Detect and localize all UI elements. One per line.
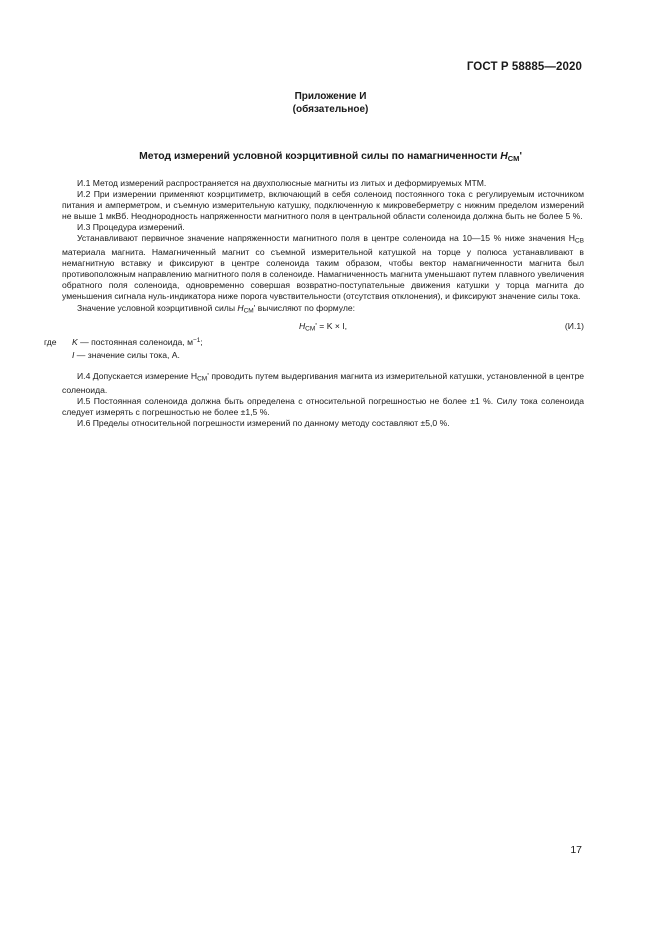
procedure-text-b: материала магнита. Намагниченный магнит со съемной измерительной катушкой на торце у полюса устанавливают в немагнитную вставку и фиксируют в центре соленоида таким образом, чтобы вектор намагниченности магнита был противоположным направлению магнитного поля в соленоиде. Намагниченность магнита уменьшают путем плавного увеличения обратного поля соленоида, одновременно совершая возвратно-поступательные движения катушки у торца магнита до уменьшения сигнала нуль-индикатора ниже порога чувствительности (отсутствия отклонения), и фиксируют значение силы тока. (62, 247, 584, 302)
document-code: ГОСТ Р 58885—2020 (466, 61, 582, 73)
section-title-text: Метод измерений условной коэрцитивной силы по намагниченности (139, 151, 498, 162)
section-title-symbol-prime: ' (519, 151, 522, 162)
definition-i-symbol: I (72, 350, 75, 361)
paragraph-formula-intro (62, 303, 584, 317)
paragraph-i6: И.6 Пределы относительной погрешности измерений по данному методу составляют ±5,0 %. (77, 418, 450, 428)
definition-k-text: — постоянная соленоида, м (77, 337, 193, 348)
annex-title: Приложение И (294, 91, 367, 102)
section-title-symbol: H (500, 151, 508, 162)
spacer (62, 361, 584, 371)
definition-k (72, 337, 203, 348)
formula-intro-b: ' вычисляют по формуле: (253, 302, 356, 313)
procedure-sub: CB (574, 237, 584, 245)
formula-intro-sub: CM (243, 307, 254, 315)
i4-sub: CM (197, 375, 208, 383)
where-label: где (44, 337, 57, 348)
definition-i-text: — значение силы тока, А. (74, 350, 180, 361)
formula-intro-symbol: H (237, 302, 244, 313)
i4-text-a: И.4 Допускается измерение H (77, 371, 198, 382)
procedure-text-a: Устанавливают первичное значение напряженности магнитного поля в центре соленоида на 10—15 % ниже значения H (77, 233, 575, 244)
definition-k-end: ; (200, 337, 203, 348)
formula-rhs: ' = K × I, (315, 321, 348, 332)
section-title-symbol-sub: CM (507, 154, 520, 163)
formula-lhs-sub: CM (305, 325, 316, 333)
page-number: 17 (570, 844, 582, 856)
formula-lhs-symbol: H (298, 321, 306, 332)
definition-i (72, 350, 180, 361)
document-body (44, 178, 585, 429)
annex-heading (0, 91, 661, 116)
i4-text-b: ' проводить путем выдергивания магнита из измерительной катушки, установленной в центре соленоида. (62, 371, 585, 395)
definition-k-sup: −1 (193, 337, 201, 345)
annex-status: (обязательное) (292, 103, 369, 115)
formula-number: (И.1) (564, 321, 584, 332)
section-title (0, 150, 661, 166)
formula-row (62, 317, 584, 337)
formula-intro-a: Значение условной коэрцитивной силы (77, 302, 238, 313)
paragraph-procedure (62, 233, 584, 302)
formula (62, 321, 584, 335)
definitions-list (44, 337, 584, 361)
paragraph-i3: И.3 Процедура измерений. (77, 222, 185, 233)
paragraph-i4 (62, 371, 584, 396)
paragraph-i2: И.2 При измерении применяют коэрцитиметр, включающий в себя соленоид постоянного тока с регулируемым источником питания и амперметром, и съемную измерительную катушку, подключенную к микровеберметру с нижним пределом измерений не выше 1 мкВб. Неоднородность напряженности магнитного поля в центральной области соленоида должна быть не более 5 %. (62, 189, 584, 222)
paragraph-i1: И.1 Метод измерений распространяется на двухполюсные магниты из литых и деформируемых МТМ. (77, 178, 487, 188)
definition-k-symbol: K (72, 337, 78, 348)
paragraph-i5: И.5 Постоянная соленоида должна быть определена с относительной погрешностью не более ±1 %. Силу тока соленоида следует измерять с погрешностью не более ±1,5 %. (62, 395, 584, 417)
